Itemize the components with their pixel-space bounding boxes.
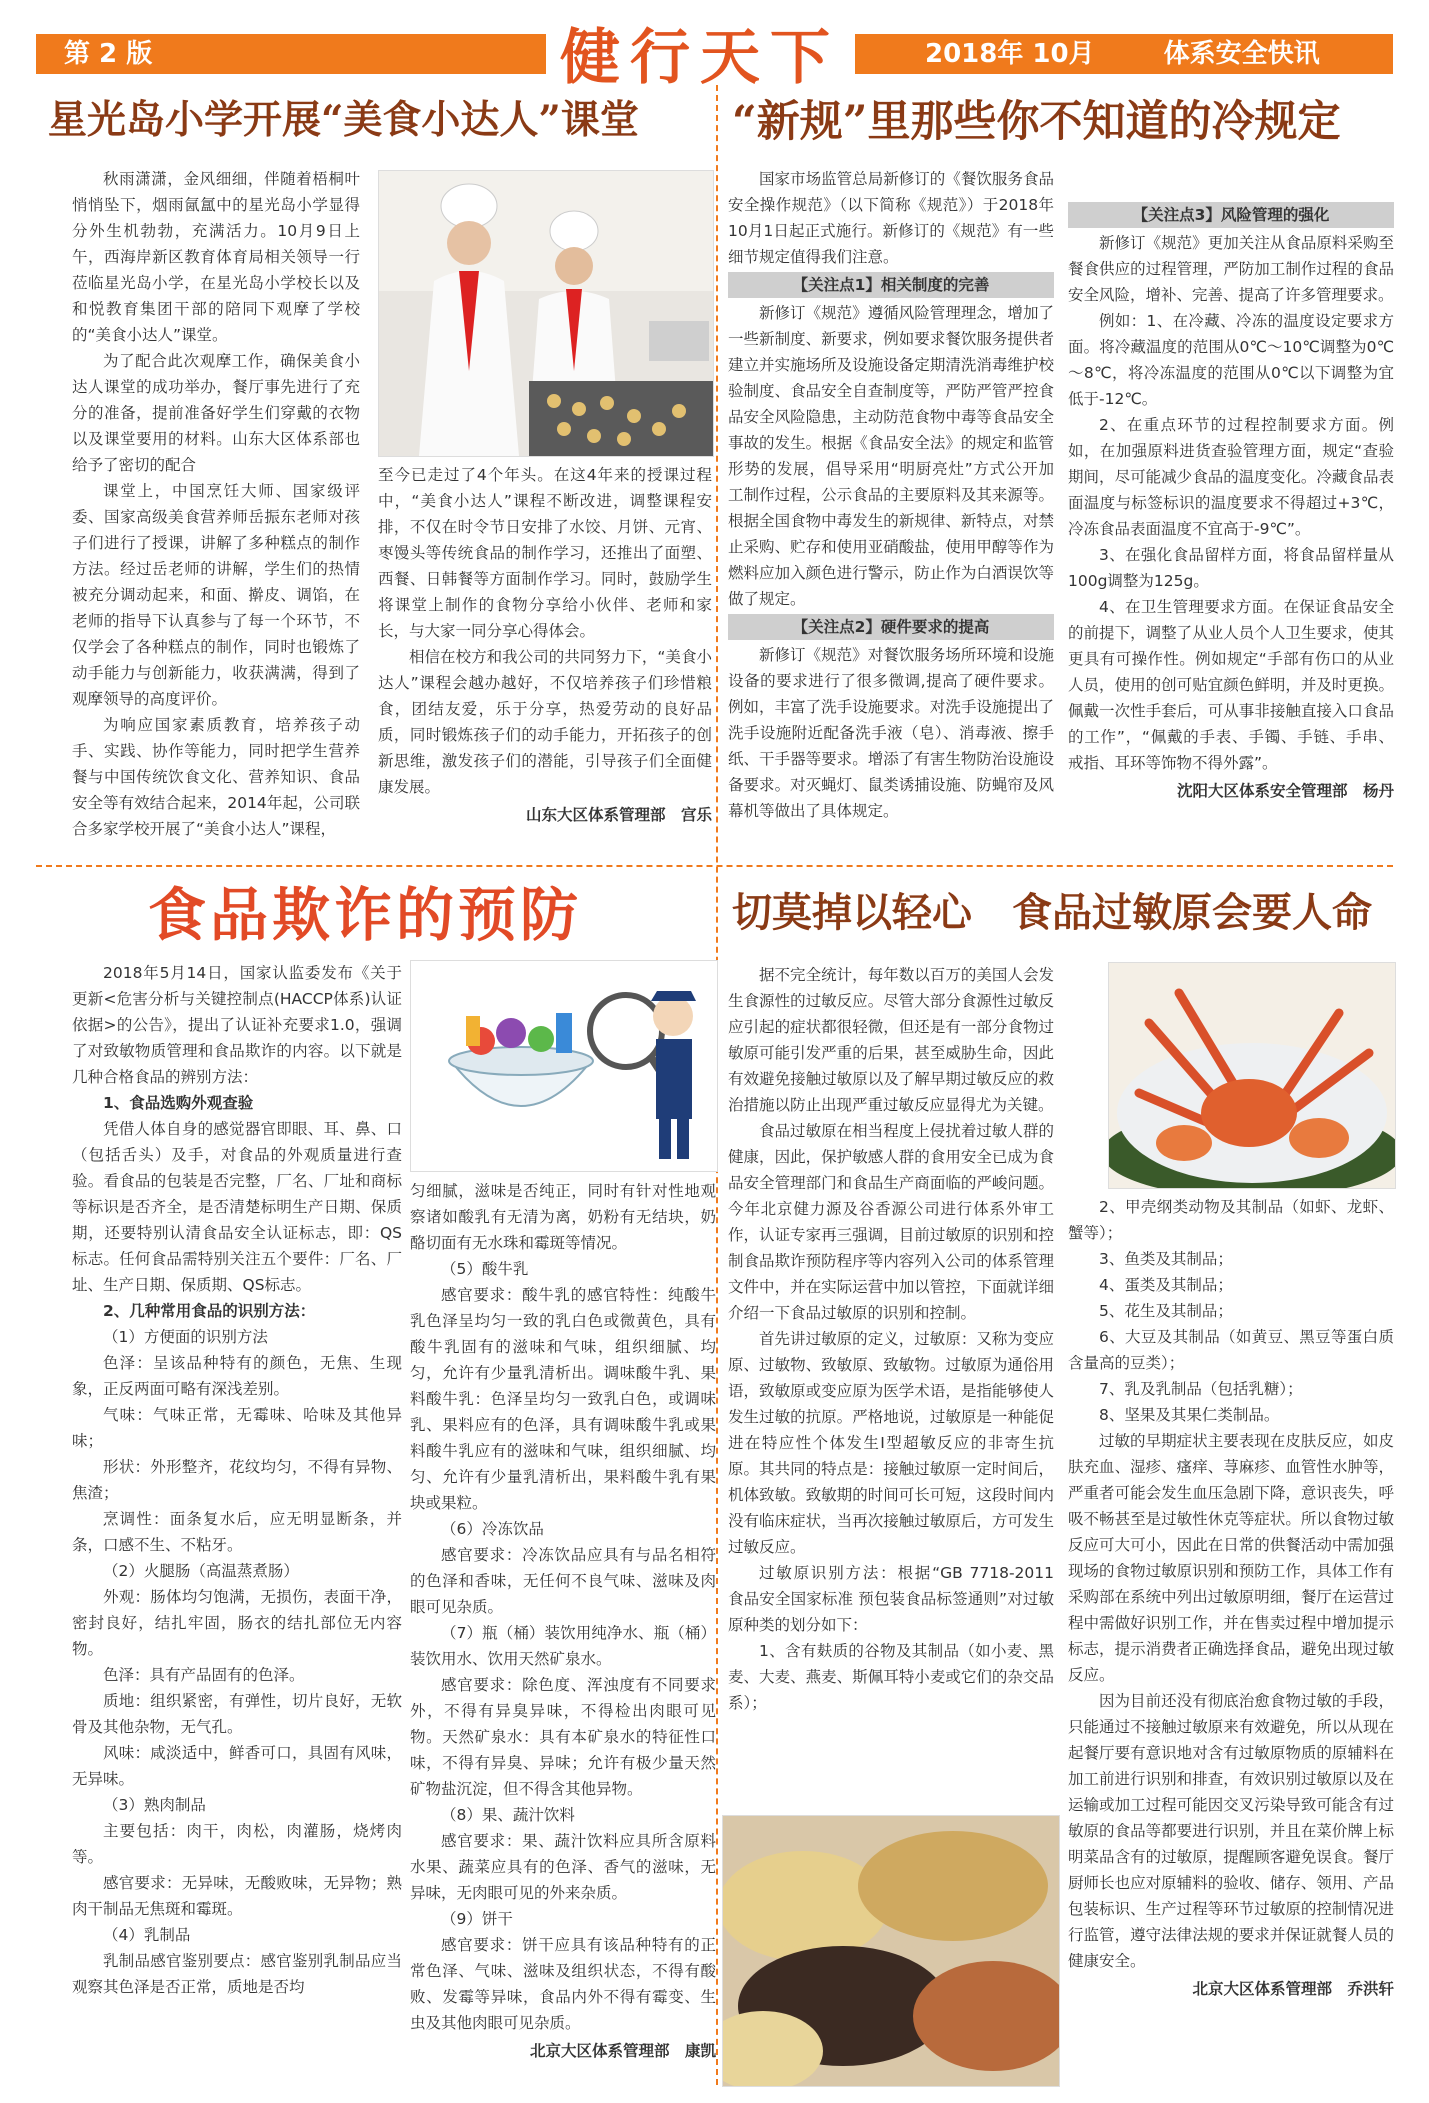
article2-title: “新规”里那些你不知道的冷规定: [732, 97, 1341, 147]
article4-title: 切莫掉以轻心 食品过敏原会要人命: [732, 889, 1372, 936]
page-number: 第 2 版: [64, 39, 153, 69]
grains-photo: [722, 1815, 1060, 2087]
item-title: （8）果、蔬汁饮料: [441, 1806, 575, 1824]
cooking-class-photo: [378, 170, 714, 457]
paragraph: 感官要求：冷冻饮品应具有与品名相符的色泽和香味，无任何不良气味、滋味及肉眼可见杂质。: [410, 1546, 716, 1616]
paragraph: 秋雨潇潇，金风细细，伴随着梧桐叶悄悄坠下，烟雨氤氲中的星光岛小学显得分外生机勃勃，充满活力。10月9日上午，西海岸新区教育体育局相关领导一行莅临星光岛小学，在星光岛小学校长以及和悦教育集团干部的陪同下观摩了学校的“美食小达人”课堂。: [72, 170, 360, 344]
paragraph: 过敏的早期症状主要表现在皮肤反应，如皮肤充血、湿疹、瘙痒、荨麻疹、血管性水肿等，严重者可能会发生血压急剧下降，意识丧失，呼吸不畅甚至是过敏性休克等症状。所以食物过敏反应可大可小，因此在日常的供餐活动中需加强现场的食物过敏原识别和预防工作，具体工作有采购部在系统中列出过敏原明细，餐厅在运营过程中需做好识别工作，并在售卖过程中增加提示标志，提示消费者正确选择食品，避免出现过敏反应。: [1068, 1432, 1394, 1684]
paragraph: 凭借人体自身的感觉器官即眼、耳、鼻、口（包括舌头）及手，对食品的外观质量进行查验。看食品的包装是否完整，厂名、厂址和商标等标识是否齐全，是否清楚标明生产日期、保质期，还要特别认清食品安全认证标志，即：QS标志。任何食品需特别关注五个要件：厂名、厂址、生产日期、保质期、QS标志。: [72, 1120, 402, 1294]
paragraph: 形状：外形整齐，花纹均匀，不得有异物、焦渣；: [72, 1458, 402, 1502]
list-item: 2、甲壳纲类动物及其制品（如虾、龙虾、蟹等）；: [1068, 1198, 1394, 1242]
list-item: 1、含有麸质的谷物及其制品（如小麦、黑麦、大麦、燕麦、斯佩耳特小麦或它们的杂交品系）；: [728, 1642, 1054, 1712]
paragraph: 质地：组织紧密，有弹性，切片良好，无软骨及其他杂物，无气孔。: [72, 1692, 402, 1736]
paragraph: 食品过敏原在相当程度上侵扰着过敏人群的健康，因此，保护敏感人群的食用安全已成为食品安全管理部门和食品生产商面临的严峻问题。今年北京健力源及谷香源公司进行体系外审工作，认证专家再三强调，目前过敏原的识别和控制食品欺诈预防程序等内容列入公司的体系管理文件中，并在实际运营中加以管控，下面就详细介绍一下食品过敏原的识别和控制。: [728, 1122, 1054, 1322]
article3-col1: [72, 960, 402, 2000]
list-item: 5、花生及其制品；: [1099, 1302, 1233, 1320]
paragraph: 气味：气味正常，无霉味、哈味及其他异味；: [72, 1406, 402, 1450]
list-item: 4、蛋类及其制品；: [1099, 1276, 1233, 1294]
paragraph: 色泽：具有产品固有的色泽。: [103, 1666, 305, 1684]
paragraph: 烹调性：面条复水后，应无明显断条，并条，口感不生、不粘牙。: [72, 1510, 402, 1554]
article1-signature: 山东大区体系管理部 宫乐: [525, 806, 712, 824]
paragraph: 感官要求：除色度、浑浊度有不同要求外，不得有异臭异味，不得检出肉眼可见物。天然矿泉水：具有本矿泉水的特征性口味，不得有异臭、异味；允许有极少量天然矿物盐沉淀，但不得含其他异物。: [410, 1676, 716, 1798]
crab-photo: [1108, 962, 1396, 1189]
paragraph: 首先讲过敏原的定义，过敏原：又称为变应原、过敏物、致敏原、致敏物。过敏原为通俗用语，致敏原或变应原为医学术语，是指能够使人发生过敏的抗原。严格地说，过敏原是一种能促进在特应性个体发生I型超敏反应的非寄生抗原。其共同的特点是：接触过敏原一定时间后，机体致敏。致敏期的时间可长可短，这段时间内没有临床症状，当再次接触过敏原后，方可发生过敏反应。: [728, 1330, 1054, 1556]
paragraph: 据不完全统计，每年数以百万的美国人会发生食源性的过敏反应。尽管大部分食源性过敏反应引起的症状都很轻微，但还是有一部分食物过敏原可能引发严重的后果，甚至威胁生命，因此有效避免接触过敏原以及了解早期过敏反应的救治措施以防止出现严重过敏反应显得尤为关键。: [728, 966, 1054, 1114]
item-title: （4）乳制品: [103, 1926, 191, 1944]
paragraph: 匀细腻，滋味是否纯正，同时有针对性地观察诸如酸乳有无清为离，奶粉有无结块，奶酪切面有无水珠和霉斑等情况。: [410, 1182, 716, 1252]
paragraph: 3、在强化食品留样方面，将食品留样量从100g调整为125g。: [1068, 546, 1394, 590]
section-heading: 【关注点3】风险管理的强化: [1068, 202, 1394, 228]
section-heading: 【关注点2】硬件要求的提高: [728, 614, 1054, 640]
paragraph: 色泽：呈该品种特有的颜色，无焦、生现象，正反两面可略有深浅差别。: [72, 1354, 402, 1398]
article4-signature: 北京大区体系管理部 乔洪轩: [1192, 1980, 1394, 1998]
paragraph: 乳制品感官鉴别要点：感官鉴别乳制品应当观察其色泽是否正常，质地是否均: [72, 1952, 402, 1996]
paragraph: 外观：肠体均匀饱满，无损伤，表面干净，密封良好，结扎牢固，肠衣的结扎部位无内容物。: [72, 1588, 402, 1658]
paragraph: 主要包括：肉干，肉松，肉灌肠，烧烤肉等。: [72, 1822, 402, 1866]
paragraph: 例如：1、在冷藏、冷冻的温度设定要求方面。将冷藏温度的范围从0℃～10℃调整为0℃～8℃，将冷冻温度的范围从0℃以下调整为宜低于-12℃。: [1068, 312, 1394, 408]
paragraph: 至今已走过了4个年头。在这4年来的授课过程中，“美食小达人”课程不断改进，调整课程安排，不仅在时令节日安排了水饺、月饼、元宵、枣馒头等传统食品的制作学习，还推出了面塑、西餐、日韩餐等方面制作学习。同时，鼓励学生将课堂上制作的食物分享给小伙伴、老师和家长，与大家一同分享心得体会。: [378, 466, 712, 640]
item-title: （3）熟肉制品: [103, 1796, 206, 1814]
list-item: 8、坚果及其果仁类制品。: [1099, 1406, 1280, 1424]
list-item: 7、乳及乳制品（包括乳糖）；: [1099, 1380, 1303, 1398]
column-name: 体系安全快讯: [1163, 39, 1320, 69]
issue-date: 2018年 10月: [925, 39, 1095, 69]
article1-title: 星光岛小学开展“美食小达人”课堂: [48, 97, 639, 143]
article3-title: 食品欺诈的预防: [148, 881, 583, 949]
article4-col2: [1068, 1194, 1394, 2002]
paragraph: 相信在校方和我公司的共同努力下，“美食小达人”课程会越办越好，不仅培养孩子们珍惜粮食，团结友爱，乐于分享，热爱劳动的良好品质，同时锻炼孩子们的动手能力，开拓孩子的创新思维，激发孩子们的潜能，引导孩子们全面健康发展。: [378, 648, 712, 796]
paragraph: 课堂上，中国烹饪大师、国家级评委、国家高级美食营养师岳振东老师对孩子们进行了授课，讲解了多种糕点的制作方法。经过岳老师的讲解，学生们的热情被充分调动起来，和面、擀皮、调馅，在老师的指导下认真参与了每一个环节，不仅学会了各种糕点的制作，同时也锻炼了动手能力与创新能力，收获满满，得到了观摩领导的高度评价。: [72, 482, 360, 708]
item-title: （6）冷冻饮品: [441, 1520, 544, 1538]
food-fraud-illustration: [410, 960, 718, 1172]
item-title: （7）瓶（桶）装饮用纯净水、瓶（桶）装饮用水、饮用天然矿泉水。: [410, 1624, 716, 1668]
paragraph: 新修订《规范》更加关注从食品原料采购至餐食供应的过程管理，严防加工制作过程的食品安全风险，增补、完善、提高了许多管理要求。: [1068, 234, 1394, 304]
paragraph: 为响应国家素质教育，培养孩子动手、实践、协作等能力，同时把学生营养餐与中国传统饮食文化、营养知识、食品安全等有效结合起来，2014年起，公司联合多家学校开展了“美食小达人”课程，: [72, 716, 360, 838]
header-left-bar: [36, 34, 546, 74]
masthead: 健行天下: [560, 23, 840, 93]
section-heading: 【关注点1】相关制度的完善: [728, 272, 1054, 298]
item-title: （5）酸牛乳: [441, 1260, 529, 1278]
header-right-bar: [855, 34, 1393, 74]
item-title: （1）方便面的识别方法: [103, 1328, 268, 1346]
paragraph: 感官要求：酸牛乳的感官特性：纯酸牛乳色泽呈均匀一致的乳白色或微黄色，具有酸牛乳固有的滋味和气味，组织细腻、均匀，允许有少量乳清析出。调味酸牛乳、果料酸牛乳：色泽呈均匀一致乳白色，或调味乳、果料应有的色泽，具有调味酸牛乳或果料酸牛乳应有的滋味和气味，组织细腻、均匀、允许有少量乳清析出，果料酸牛乳有果块或果粒。: [410, 1286, 716, 1512]
paragraph: 感官要求：无异味，无酸败味，无异物；熟肉干制品无焦斑和霉斑。: [72, 1874, 402, 1918]
paragraph: 2018年5月14日，国家认监委发布《关于更新<危害分析与关键控制点(HACCP体系)认证依据>的公告》，提出了认证补充要求1.0，强调了对致敏物质管理和食品欺诈的内容。以下就是几种合格食品的辨别方法：: [72, 964, 402, 1086]
horizontal-divider: [36, 865, 1393, 867]
list-item: 6、大豆及其制品（如黄豆、黑豆等蛋白质含量高的豆类）；: [1068, 1328, 1394, 1372]
list-item: 3、鱼类及其制品；: [1099, 1250, 1233, 1268]
paragraph: 感官要求：果、蔬汁饮料应具所含原料水果、蔬菜应具有的色泽、香气的滋味，无异味，无肉眼可见的外来杂质。: [410, 1832, 716, 1902]
subheading: 1、食品选购外观查验: [103, 1094, 254, 1112]
paragraph: 新修订《规范》遵循风险管理理念，增加了一些新制度、新要求，例如要求餐饮服务提供者建立并实施场所及设施设备定期清洗消毒维护校验制度、食品安全自查制度等，严防严管严控食品安全风险隐患，主动防范食物中毒等食品安全事故的发生。根据《食品安全法》的规定和监管形势的发展，倡导采用“明厨亮灶”方式公开加工制作过程，公示食品的主要原料及其来源等。根据全国食物中毒发生的新规律、新特点，对禁止采购、贮存和使用亚硝酸盐，使用甲醇等作为燃料应加入颜色进行警示，防止作为白酒误饮等做了规定。: [728, 304, 1054, 608]
article1-col1: [72, 166, 360, 842]
paragraph: 2、在重点环节的过程控制要求方面。例如，在加强原料进货查验管理方面，规定“查验期间，尽可能减少食品的温度变化。冷藏食品表面温度与标签标识的温度要求不得超过+3℃，冷冻食品表面温度不宜高于-9℃”。: [1068, 416, 1394, 538]
article1-col2: [378, 462, 712, 828]
article2-signature: 沈阳大区体系安全管理部 杨丹: [1176, 782, 1394, 800]
article3-col2: [410, 1178, 716, 2064]
article2-col2: [1068, 200, 1394, 804]
paragraph: 感官要求：饼干应具有该品种特有的正常色泽、气味、滋味及组织状态，不得有酸败、发霉等异味，食品内外不得有霉变、生虫及其他肉眼可见杂质。: [410, 1936, 716, 2032]
item-title: （9）饼干: [441, 1910, 513, 1928]
paragraph: 因为目前还没有彻底治愈食物过敏的手段，只能通过不接触过敏原来有效避免，所以从现在起餐厅要有意识地对含有过敏原物质的原辅料在加工前进行识别和排查，有效识别过敏原以及在运输或加工过程可能因交叉污染导致可能含有过敏原的食品等都要进行识别，并且在菜价牌上标明菜品含有的过敏原，提醒顾客避免误食。餐厅厨师长也应对原辅料的验收、储存、领用、产品包装标识、生产过程等环节过敏原的控制情况进行监管，遵守法律法规的要求并保证就餐人员的健康安全。: [1068, 1692, 1394, 1970]
article3-signature: 北京大区体系管理部 康凯: [529, 2042, 716, 2060]
paragraph: 为了配合此次观摩工作，确保美食小达人课堂的成功举办，餐厅事先进行了充分的准备，提前准备好学生们穿戴的衣物以及课堂要用的材料。山东大区体系部也给予了密切的配合: [72, 352, 360, 474]
paragraph: 国家市场监管总局新修订的《餐饮服务食品安全操作规范》（以下简称《规范》）于2018年10月1日起正式施行。新修订的《规范》有一些细节规定值得我们注意。: [728, 170, 1054, 266]
paragraph: 4、在卫生管理要求方面。在保证食品安全的前提下，调整了从业人员个人卫生要求，使其更具有可操作性。例如规定“手部有伤口的从业人员，使用的创可贴宜颜色鲜明，并及时更换。佩戴一次性手套后，可从事非接触直接入口食品的工作”，“佩戴的手表、手镯、手链、手串、戒指、耳环等饰物不得外露”。: [1068, 598, 1394, 772]
item-title: （2）火腿肠（高温蒸煮肠）: [103, 1562, 299, 1580]
paragraph: 过敏原识别方法：根据“GB 7718-2011 食品安全国家标准 预包装食品标签通则”对过敏原种类的划分如下：: [728, 1564, 1054, 1634]
article4-col1: [728, 962, 1054, 1716]
subheading: 2、几种常用食品的识别方法：: [103, 1302, 316, 1320]
paragraph: 新修订《规范》对餐饮服务场所环境和设施设备的要求进行了很多微调,提高了硬件要求。例如，丰富了洗手设施要求。对洗手设施提出了洗手设施附近配备洗手液（皂）、消毒液、擦手纸、干手器等要求。增添了有害生物防治设施设备要求。对灭蝇灯、鼠类诱捕设施、防蝇帘及风幕机等做出了具体规定。: [728, 646, 1054, 820]
paragraph: 风味：咸淡适中，鲜香可口，具固有风味，无异味。: [72, 1744, 402, 1788]
article2-col1: [728, 166, 1054, 824]
